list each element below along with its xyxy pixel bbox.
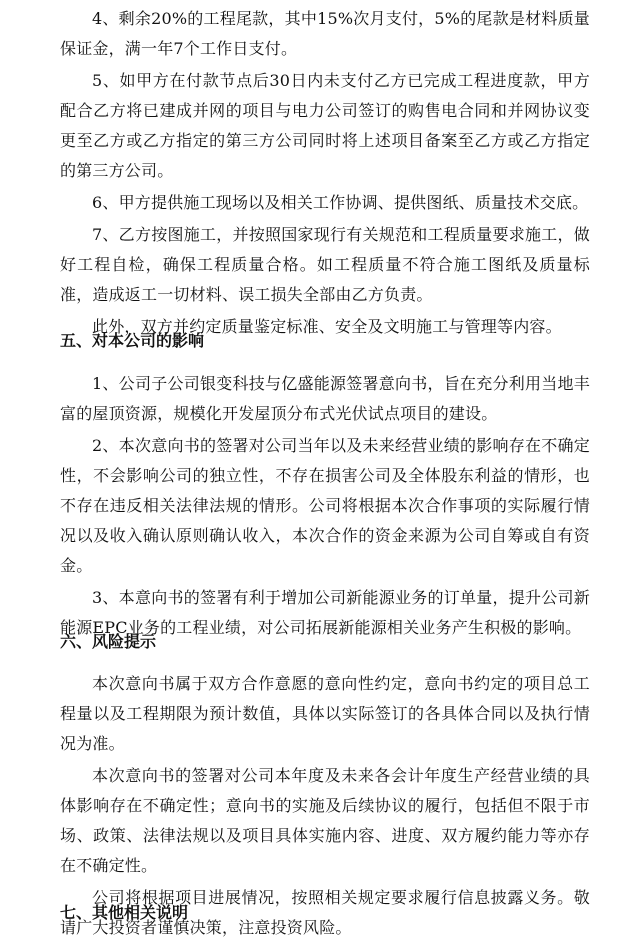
paragraph: 6、甲方提供施工现场以及相关工作协调、提供图纸、质量技术交底。 <box>92 193 589 212</box>
section-4-tail <box>0 4 622 342</box>
section-heading: 五、对本公司的影响 <box>60 331 205 350</box>
paragraph: 2、本次意向书的签署对公司当年以及未来经营业绩的影响存在不确定性，不会影响公司的独立性，不存在损害公司及全体股东利益的情形，也不存在违反相关法律法规的情形。公司将根据本次合作事项的实际履行情况以及收入确认原则确认收入，本次合作的资金来源为公司自筹或自有资金。 <box>60 436 590 575</box>
section-heading: 七、其他相关说明 <box>60 903 189 922</box>
paragraph: 本次意向书属于双方合作意愿的意向性约定，意向书约定的项目总工程量以及工程期限为预计数值，具体以实际签订的各具体合同以及执行情况为准。 <box>60 674 590 753</box>
paragraph: 此外，双方并约定质量鉴定标准、安全及文明施工与管理等内容。 <box>92 317 562 336</box>
paragraph: 7、乙方按图施工，并按照国家现行有关规范和工程质量要求施工，做好工程自检，确保工程质量合格。如工程质量不符合施工图纸及质量标准，造成返工一切材料、误工损失全部由乙方负责。 <box>60 225 590 304</box>
section-5-body <box>0 369 622 643</box>
section-heading: 六、风险提示 <box>60 632 157 651</box>
paragraph: 1、公司子公司银变科技与亿盛能源签署意向书，旨在充分利用当地丰富的屋顶资源，规模化开发屋顶分布式光伏试点项目的建设。 <box>60 374 590 423</box>
paragraph: 5、如甲方在付款节点后30日内未支付乙方已完成工程进度款，甲方配合乙方将已建成并网的项目与电力公司签订的购售电合同和并网协议变更至乙方或乙方指定的第三方公司同时将上述项目备案至乙方或乙方指定的第三方公司。 <box>60 71 590 180</box>
paragraph: 3、本意向书的签署有利于增加公司新能源业务的订单量，提升公司新能源EPC业务的工程业绩，对公司拓展新能源相关业务产生积极的影响。 <box>60 588 590 637</box>
paragraph: 4、剩余20%的工程尾款，其中15%次月支付，5%的尾款是材料质量保证金，满一年7个工作日支付。 <box>60 9 590 58</box>
paragraph: 公司将根据项目进展情况，按照相关规定要求履行信息披露义务。敬请广大投资者谨慎决策，注意投资风险。 <box>60 888 590 937</box>
paragraph: 本次意向书的签署对公司本年度及未来各会计年度生产经营业绩的具体影响存在不确定性；意向书的实施及后续协议的履行，包括但不限于市场、政策、法律法规以及项目具体实施内容、进度、双方履约能力等亦存在不确定性。 <box>60 766 590 875</box>
